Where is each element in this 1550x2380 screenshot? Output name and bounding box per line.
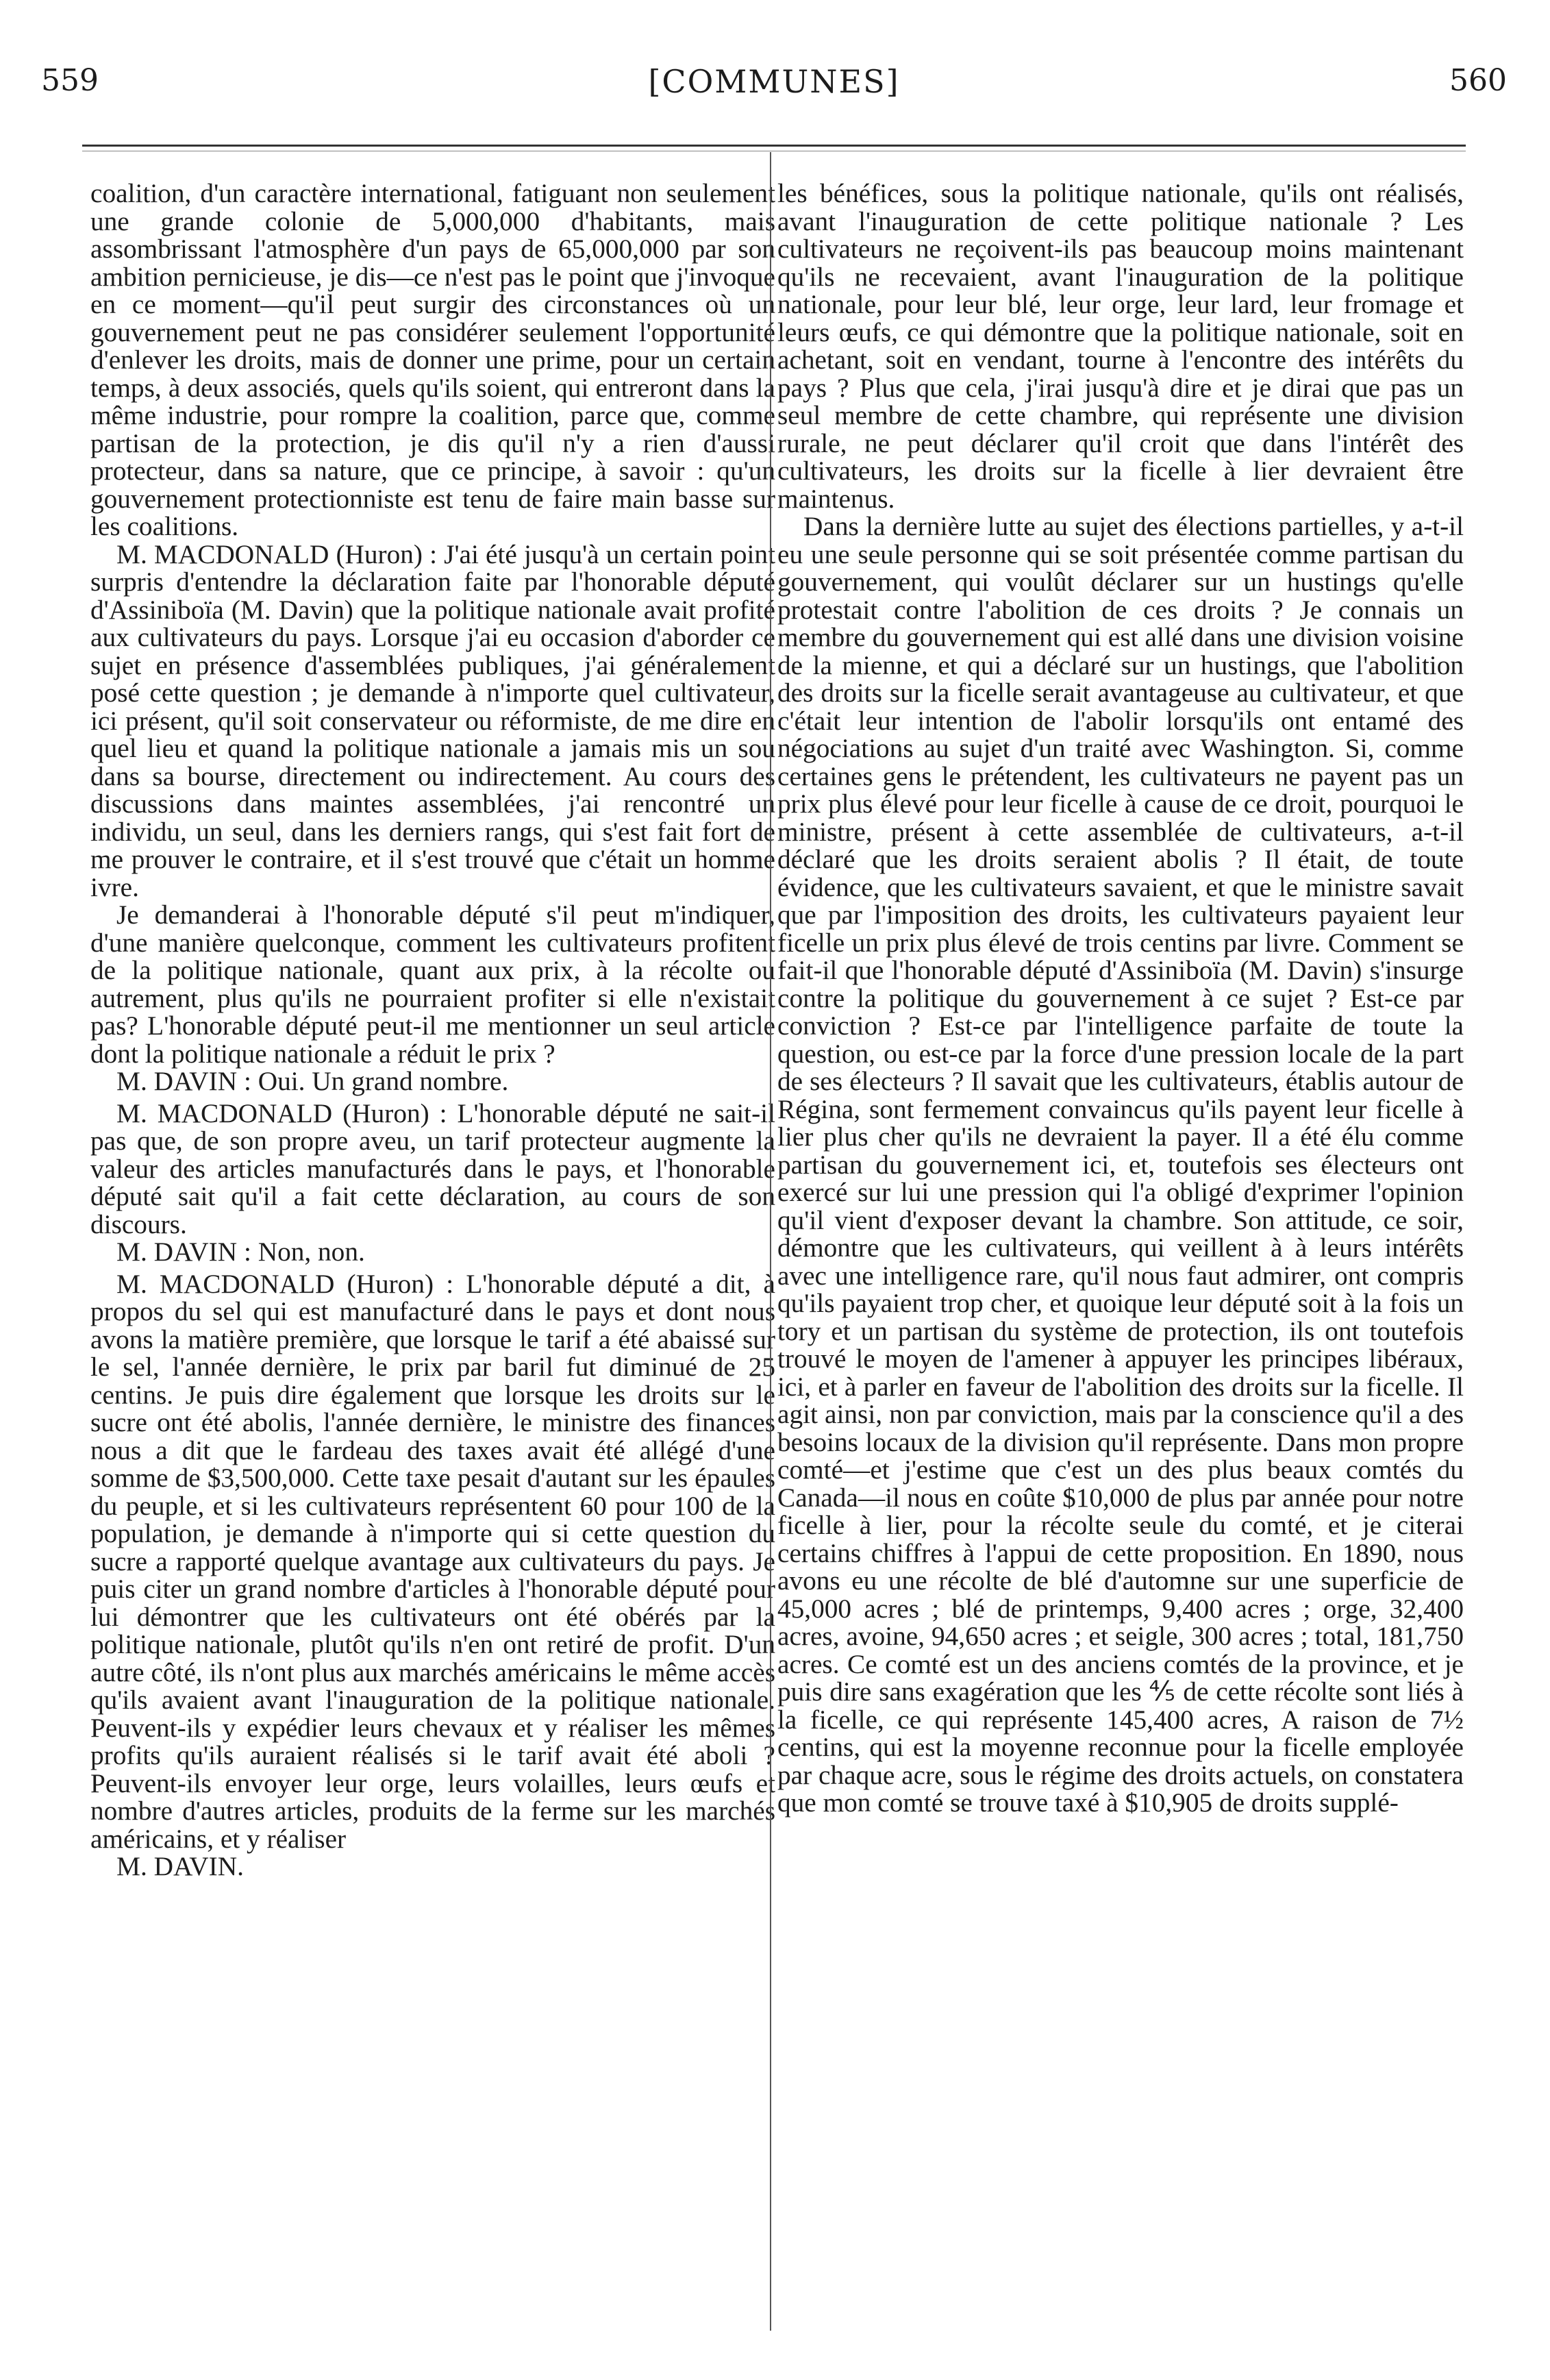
page-number-right: 560 (1449, 63, 1507, 98)
paragraph: coalition, d'un caractère international, fatiguant non seulement une grande colonie de 5,000,000 d'habitants, mais assombrissant l'atmosphère d'un pays de 65,000,000 par son ambition pernicieuse, je dis—ce n'est pas le point que j'invoque en ce moment—qu'il peut surgir des circonstances où un gouvernement peut ne pas considérer seulement l'opportunité d'enlever les droits, mais de donner une prime, pour un certain temps, à deux associés, quels qu'ils soient, qui entreront dans la même industrie, pour rompre la coalition, parce que, comme partisan de la protection, je dis qu'il n'y a rien d'aussi protecteur, dans sa nature, que ce principe, à savoir : qu'un gouvernement protectionniste est tenu de faire main basse sur les coalitions. (90, 178, 775, 541)
page-header (41, 63, 1507, 118)
page-number-left: 559 (41, 63, 99, 98)
paragraph: M. MACDONALD (Huron) : J'ai été jusqu'à un certain point surpris d'entendre la déclaration faite par l'honorable député d'Assiniboïa (M. Davin) que la politique nationale avait profité aux cultivateurs du pays. Lorsque j'ai eu occasion d'aborder ce sujet en présence d'assemblées publiques, j'ai généralement posé cette question ; je demande à n'importe quel cultivateur, ici présent, qu'il soit conservateur ou réformiste, de me dire en quel lieu et quand la politique nationale a jamais mis un sou dans sa bourse, directement ou indirectement. Au cours des discussions dans maintes assemblées, j'ai rencontré un individu, un seul, dans les derniers rangs, qui s'est fait fort de me prouver le contraire, et il s'est trouvé que c'était un homme ivre. (90, 538, 775, 902)
paragraph: Je demanderai à l'honorable député s'il peut m'indiquer, d'une manière quelconque, comment les cultivateurs profitent de la politique nationale, quant aux prix, à la récolte ou autrement, plus qu'ils ne pourraient profiter si elle n'existait pas? L'honorable député peut-il me mentionner un seul article dont la politique nationale a réduit le prix ? (90, 900, 775, 1069)
footer-name: M. DAVIN. (116, 1851, 244, 1881)
right-column (777, 179, 1464, 1817)
header-rule (82, 145, 1466, 147)
column-divider (770, 152, 771, 2331)
running-title: [COMMUNES] (648, 63, 900, 100)
paragraph: M. DAVIN : Oui. Un grand nombre. (116, 1066, 509, 1096)
paragraph: les bénéfices, sous la politique nationale, qu'ils ont réalisés, avant l'inauguration de cette politique nationale ? Les cultivateurs ne reçoivent-ils pas beaucoup moins maintenant qu'ils ne recevaient, avant l'inauguration de la politique nationale, pour leur blé, leur orge, leur lard, leur fromage et leurs œufs, ce qui démontre que la politique nationale, soit en achetant, soit en vendant, tourne à l'encontre des intérêts du pays ? Plus que cela, j'irai jusqu'à dire et je dirai que pas un seul membre de cette chambre, qui représente une division rurale, ne peut déclarer qu'il croit que dans l'intérêt des cultivateurs, les droits sur la ficelle à lier devraient être maintenus. (777, 178, 1464, 514)
paragraph: Dans la dernière lutte au sujet des élections partielles, y a-t-il eu une seule personne qui se soit présentée comme partisan du gouvernement, qui voulût déclarer sur un hustings qu'elle protestait contre l'abolition de ces droits ? Je connais un membre du gouvernement qui est allé dans une division voisine de la mienne, et qui a déclaré sur un hustings, que l'abolition des droits sur la ficelle serait avantageuse au cultivateur, et que c'était leur intention de l'abolir lorsqu'ils ont entamé des négociations au sujet d'un traité avec Washington. Si, comme certaines gens le prétendent, les cultivateurs ne payent pas un prix plus élevé pour leur ficelle à cause de ce droit, pourquoi le ministre, présent à cette assemblée de cultivateurs, a-t-il déclaré que les droits seraient abolis ? Il était, de toute évidence, que les cultivateurs savaient, et que le ministre savait que par l'imposition des droits, les cultivateurs payaient leur ficelle un prix plus élevé de trois centins par livre. Comment se fait-il que l'honorable député d'Assiniboïa (M. Davin) s'insurge contre la politique du gouvernement à ce sujet ? Est-ce par conviction ? Est-ce par l'intelligence parfaite de toute la question, ou est-ce par la force d'une pression locale de la part de ses électeurs ? Il savait que les cultivateurs, établis autour de Régina, sont fermement convaincus qu'ils payent leur ficelle à lier plus cher qu'ils ne devraient la payer. Il a été élu comme partisan du gouvernement ici, et, toutefois ses électeurs ont exercé sur lui une pression qui l'a obligé d'exprimer l'opinion qu'il vient d'exposer devant la chambre. Son attitude, ce soir, démontre que les cultivateurs, qui veillent à à leurs intérêts avec une intelligence rare, qu'il nous faut admirer, ont compris qu'ils payaient trop cher, et quoique leur député soit à la fois un tory et un partisan du système de protection, ils ont toutefois trouvé le moyen de l'amener à appuyer les principes libéraux, ici, et à parler en faveur de l'abolition des droits sur la ficelle. Il agit ainsi, non par conviction, mais par la conscience qu'il a des besoins locaux de la division qu'il représente. Dans mon propre comté—et j'estime que c'est un des plus beaux comtés du Canada—il nous en coûte $10,000 de plus par année pour notre ficelle à lier, pour la récolte seule du comté, et je citerai certains chiffres à l'appui de cette proposition. En 1890, nous avons eu une récolte de blé d'automne sur une superficie de 45,000 acres ; blé de printemps, 9,400 acres ; orge, 32,400 acres, avoine, 94,650 acres ; et seigle, 300 acres ; total, 181,750 acres. Ce comté est un des anciens comtés de la province, et je puis dire sans exagération que les ⅘ de cette récolte sont liés à la ficelle, ce qui représente 145,400 acres, A raison de 7½ centins, qui est la moyenne reconnue pour la ficelle employée par chaque acre, sous le régime des droits actuels, on constatera que mon comté se trouve taxé à $10,905 de droits supplé- (777, 511, 1464, 1818)
paragraph: M. MACDONALD (Huron) : L'honorable député a dit, à propos du sel qui est manufacturé dans le pays et dont nous avons la matière première, que lorsque le tarif a été abaissé sur le sel, l'année dernière, le prix par baril fut diminué de 25 centins. Je puis dire également que lorsque les droits sur le sucre ont été abolis, l'année dernière, le ministre des finances nous a dit que le fardeau des taxes avait été allégé d'une somme de $3,500,000. Cette taxe pesait d'autant sur les épaules du peuple, et si les cultivateurs représentent 60 pour 100 de la population, je demande à n'importe qui si cette question du sucre a rapporté quelque avantage aux cultivateurs du pays. Je puis citer un grand nombre d'articles à l'honorable député pour lui démontrer que les cultivateurs ont été obérés par la politique nationale, plutôt qu'ils n'en ont retiré de profit. D'un autre côté, ils n'ont plus aux marchés américains le même accès qu'ils avaient avant l'inauguration de la politique nationale. Peuvent-ils y expédier leurs chevaux et y réaliser les mêmes profits qu'ils auraient réalisés si le tarif avait été aboli ? Peuvent-ils envoyer leur orge, leurs volailles, leurs œufs et nombre d'autres articles, produits de la ferme sur les marchés américains, et y réaliser (90, 1268, 775, 1854)
paragraph: M. MACDONALD (Huron) : L'honorable député ne sait-il pas que, de son propre aveu, un tarif protecteur augmente la valeur des articles manufacturés dans le pays, et l'honorable député sait qu'il a fait cette déclaration, au cours de son discours. (90, 1098, 775, 1239)
paragraph: M. DAVIN : Non, non. (116, 1237, 365, 1267)
left-column (90, 179, 775, 1881)
